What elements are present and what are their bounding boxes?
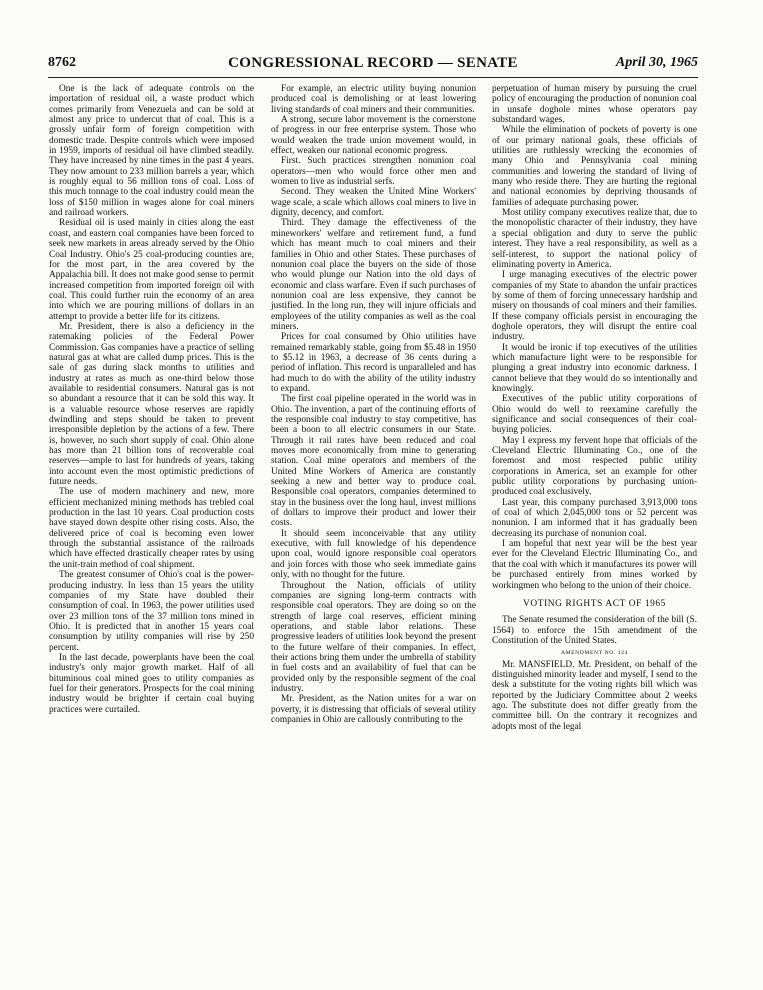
- paragraph: perpetuation of human misery by pursuing the cruel policy of encouraging the production of nonunion coal in unsafe doghole mines whose operators pay substandard wages.: [492, 84, 697, 126]
- paragraph: Mr. MANSFIELD. Mr. President, on behalf of the distinguished minority leader and myself, I send to the desk a substitute for the voting rights bill which was reported by the Judiciary Committee about 2 weeks ago. The substitute does not differ greatly from the committee bill. On the contrary it recognizes and adopts most of the legal: [492, 659, 697, 732]
- paragraph: I urge managing executives of the electric power companies of my State to abandon the unfair practices by some of them of forcing unnecessary hardship and misery on thousands of coal miners and their families. If these company officials persist in encouraging the doghole operators, they will disrupt the entire coal industry.: [492, 270, 697, 343]
- paragraph: Residual oil is used mainly in cities along the east coast, and eastern coal companies have been forced to seek new markets in areas already served by the Ohio Coal Industry. Ohio's 25 coal-producing counties are, for the most part, in the area covered by the Appalachia bill. It does not make good sense to permit increased competition from imported foreign oil with coal. This could further ruin the economy of an area into which we are pouring millions of dollars in an attempt to provide a better life for its citizens.: [49, 218, 254, 322]
- column-2: [271, 84, 476, 725]
- paragraph: The greatest consumer of Ohio's coal is the power-producing industry. In less than 15 years the utility companies of my State have doubled their consumption of coal. In 1963, the power utilities used over 23 million tons of the 37 million tons mined in Ohio. It is predicted that in another 15 years coal consumption by utility companies will rise by 250 percent.: [49, 570, 254, 653]
- paragraph: Prices for coal consumed by Ohio utilities have remained remarkably stable, going from $5.48 in 1950 to $5.12 in 1963, a decrease of 36 cents during a period of inflation. This record is unparalleled and has had much to do with the ability of the utility industry to expand.: [271, 332, 476, 394]
- paragraph: May I express my fervent hope that officials of the Cleveland Electric Illuminating Co., one of the foremost and most respected public utility corporations in America, set an example for other public utility corporations by purchasing union-produced coal exclusively.: [492, 435, 697, 498]
- paragraph: Last year, this company purchased 3,913,000 tons of coal of which 2,045,000 tons or 52 percent was nonunion. I am informed that it has gradually been decreasing its purchase of nonunion coal.: [492, 497, 697, 539]
- paragraph: Most utility company executives realize that, due to the monopolistic character of their industry, they have a special obligation and duty to serve the public interest. They have a real responsibility, as well as a self-interest, to support the national policy of eliminating poverty in America.: [492, 208, 697, 270]
- running-title: CONGRESSIONAL RECORD — SENATE: [228, 55, 518, 71]
- issue-date: April 30, 1965: [615, 55, 698, 70]
- paragraph: A strong, secure labor movement is the cornerstone of progress in our free enterprise system. Those who would weaken the trade union movement would, in effect, weaken our national economic progress.: [271, 115, 476, 157]
- amendment-label: AMENDMENT NO. 124: [560, 650, 629, 657]
- column-3: [492, 84, 697, 732]
- paragraph: For example, an electric utility buying nonunion produced coal is demolishing or at least lowering living standards of coal miners and their communities.: [271, 84, 476, 115]
- paragraph: I am hopeful that next year will be the best year ever for the Cleveland Electric Illuminating Co., and that the coal with which it manufactures its power will be purchased entirely from mines worked by workingmen who belong to the union of their choice.: [492, 539, 697, 591]
- section-heading: VOTING RIGHTS ACT OF 1965: [523, 598, 666, 609]
- page-header: [48, 55, 698, 77]
- paragraph: Mr. President, there is also a deficiency in the ratemaking policies of the Federal Power Commission. Gas companies have a practice of selling natural gas at what are called dump prices. This is the sale of gas during slack months to utilities and industry at rates as much as one-third below those available to residential consumers. Natural gas is not so abundant a resource that it can be sold this way. It is a valuable resource whose reserves are rapidly dwindling and steps should be taken to prevent irresponsible depletion by the actions of a few. There is, however, no such short supply of coal. Ohio alone has more than 21 billion tons of recoverable coal reserves—ample to last for hundreds of years, taking into account even the most optimistic predictions of future needs.: [49, 321, 254, 488]
- paragraph: One is the lack of adequate controls on the importation of residual oil, a waste product which comes primarily from Venezuela and can be sold at almost any price to undercut that of coal. This is a grossly unfair form of foreign competition with domestic trade. Despite controls which were imposed in 1959, imports of residual oil have climbed steadily. They have increased by nine times in the past 4 years. They now amount to 233 million barrels a year, which is roughly equal to 56 million tons of coal. Loss of this much tonnage to the coal industry could mean the loss of $150 million in wages alone for coal miners and railroad workers.: [49, 84, 254, 219]
- paragraph: It would be ironic if top executives of the utilities which manufacture light were to be responsible for plunging a great industry into economic darkness. I cannot believe that they would do so intentionally and knowingly.: [492, 342, 697, 394]
- header-rule: [48, 77, 698, 78]
- paragraph: Executives of the public utility corporations of Ohio would do well to reexamine carefully the significance and social consequences of their coal-buying policies.: [492, 394, 697, 436]
- paragraph: Mr. President, as the Nation unites for a war on poverty, it is distressing that officials of several utility companies in Ohio are callously contributing to the: [271, 694, 476, 725]
- paragraph: Third. They damage the effectiveness of the mineworkers' welfare and retirement fund, a fund which has meant much to coal miners and their families in Ohio and other States. These purchases of nonunion coal place the buyers on the side of those who would plunge our Nation into the old days of economic and class warfare. Even if such purchases of nonunion coal are less expensive, they cannot be justified. In the long run, they will injure officials and employees of the utility companies as well as the coal miners.: [271, 218, 476, 332]
- paragraph: It should seem inconceivable that any utility executive, with full knowledge of his dependence upon coal, would ignore responsible coal operators and join forces with those who seek immediate gains only, with no thought for the future.: [271, 528, 476, 581]
- paragraph: The use of modern machinery and new, more efficient mechanized mining methods has trebled coal production in the last 10 years. Coal production costs have stayed down despite other rising costs. Also, the delivered price of coal is becoming even lower through the substantial assistance of the railroads which have effected drastically cheaper rates by using the unit-train method of coal shipment.: [49, 487, 254, 570]
- paragraph: In the last decade, powerplants have been the coal industry's only major growth market. Half of all bituminous coal mined goes to utility companies as fuel for their generators. Prospects for the coal mining industry would be brighter if certain coal buying practices were curtailed.: [49, 652, 254, 715]
- paragraph: The Senate resumed the consideration of the bill (S. 1564) to enforce the 15th amendment of the Constitution of the United States.: [492, 615, 697, 646]
- column-1: [49, 84, 254, 715]
- paragraph: While the elimination of pockets of poverty is one of our primary national goals, these officials of utilities are ruthlessly wrecking the economies of many Ohio and Pennsylvania coal mining communities and lowering the standard of living of many who reside there. They are hurting the regional and national economies by depriving thousands of families of adequate purchasing power.: [492, 125, 697, 208]
- paragraph: First. Such practices strengthen nonunion coal operators—men who would force other men and women to live as industrial serfs.: [271, 156, 476, 188]
- paragraph: Throughout the Nation, officials of utility companies are signing long-term contracts with responsible coal operators. They are doing so on the strength of large coal reserves, efficient mining operations, and stable labor relations. These progressive leaders of utilities look beyond the present to the future welfare of their companies. In effect, their actions bring them under the umbrella of stability in fuel costs and an availability of fuel that can be provided only by the responsible segment of the coal industry.: [271, 580, 476, 694]
- page-number: 8762: [48, 55, 76, 70]
- paragraph: Second. They weaken the United Mine Workers' wage scale, a scale which allows coal miners to live in dignity, decency, and comfort.: [271, 187, 476, 219]
- paragraph: The first coal pipeline operated in the world was in Ohio. The invention, a part of the continuing efforts of the responsible coal industry to stay competitive, has been a boon to all electric consumers in our State. Through it rail rates have been reduced and coal moves more economically from mine to generating station. Coal mine operators and members of the United Mine Workers of America are constantly seeking a new and better way to produce coal. Responsible coal operators, companies determined to stay in the business over the long haul, invest millions of dollars to improve their product and lower their costs.: [271, 394, 476, 529]
